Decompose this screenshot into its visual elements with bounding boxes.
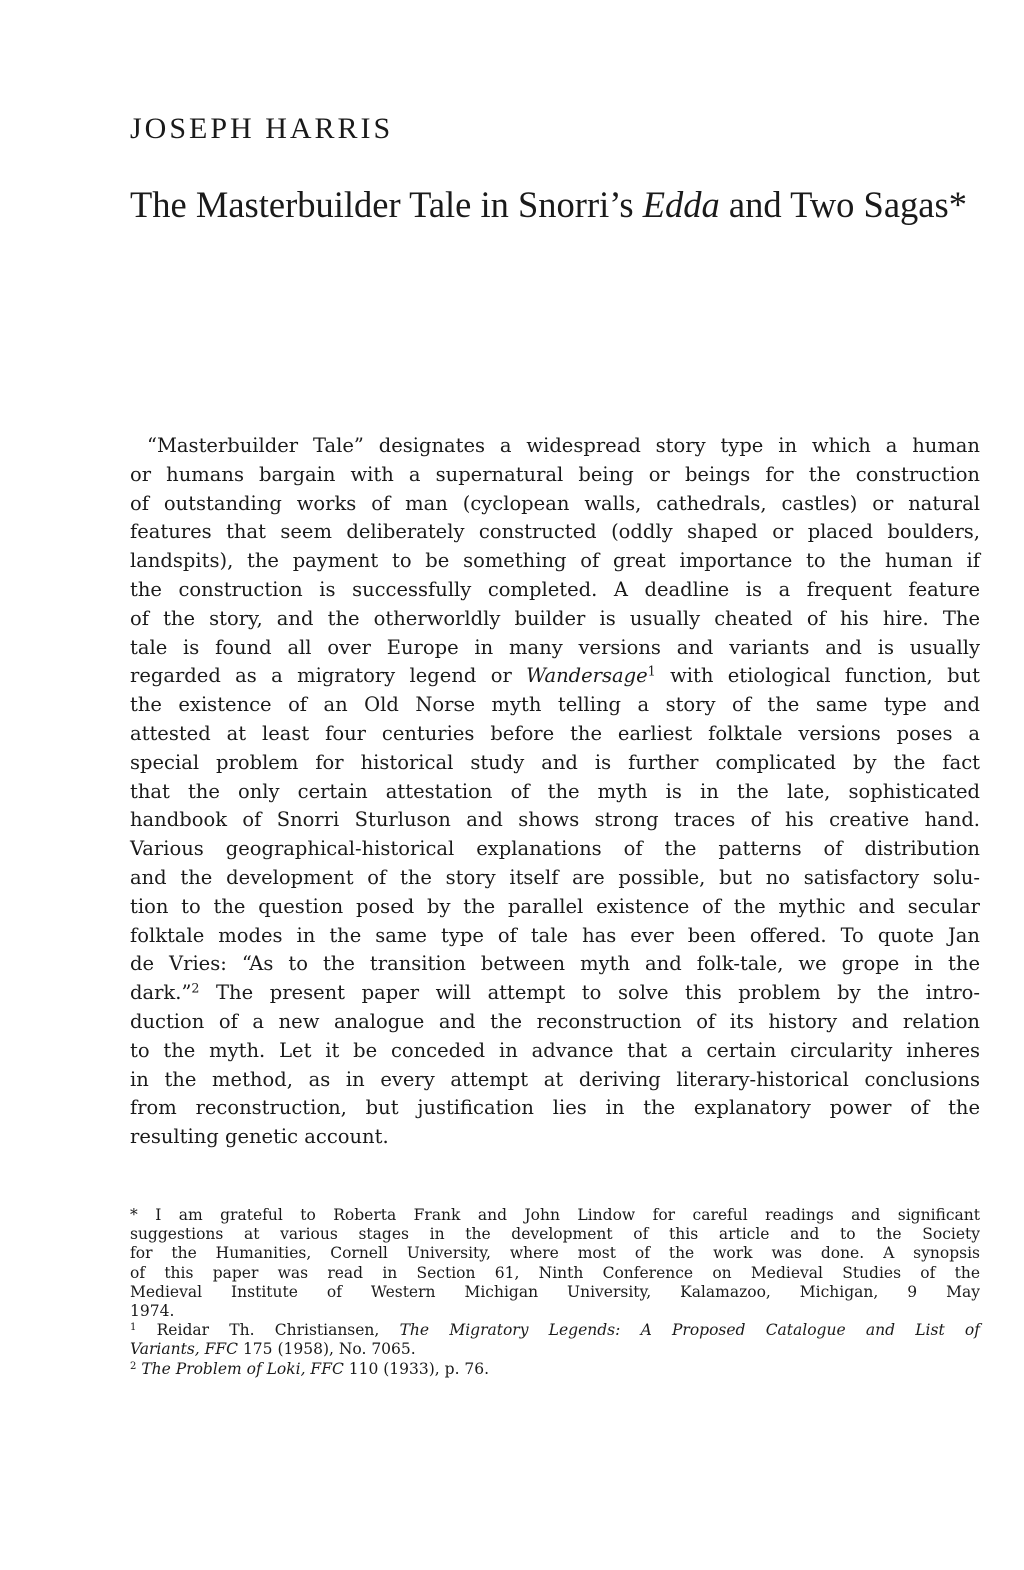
footnote-1 <box>130 1321 980 1340</box>
text-line: tale is found all over Europe in many versions and variants and is usually <box>130 635 980 659</box>
text-line: of the story, and the otherworldly builder is usually cheated of his hire. The <box>130 606 980 630</box>
text-line: or humans bargain with a supernatural being or beings for the construction <box>130 462 980 486</box>
text-segment: with etiological function, but <box>655 664 980 688</box>
text-segment: regarded as a migratory legend or <box>130 664 527 688</box>
title-text-end: and Two Sagas* <box>719 184 967 225</box>
text-line: landspits), the payment to be something of great importance to the human if <box>130 549 980 573</box>
text-line: attested at least four centuries before the earliest folktale versions poses a <box>130 721 980 745</box>
text-line: resulting genetic account. <box>130 1125 389 1149</box>
text-segment: The present paper will attempt to solve this problem by the intro- <box>199 981 980 1005</box>
footnote-text: Reidar Th. Christiansen, <box>136 1321 400 1340</box>
text-line: de Vries: “As to the transition between myth and folk-tale, we grope in the <box>130 952 980 976</box>
text-line: special problem for historical study and is further complicated by the fact <box>130 750 980 774</box>
text-line: the construction is successfully completed. A deadline is a frequent feature <box>130 577 980 601</box>
footnote-text: 175 (1958), No. 7065. <box>238 1340 416 1359</box>
footnote-line: Medieval Institute of Western Michigan University, Kalamazoo, Michigan, 9 May <box>130 1282 980 1301</box>
text-line: in the method, as in every attempt at deriving literary-historical conclusions <box>130 1067 980 1091</box>
footnote-1-mark: 1 <box>130 1322 137 1334</box>
text-line: features that seem deliberately constructed (oddly shaped or placed boulders, <box>130 520 980 544</box>
title-italic: Edda <box>642 184 720 225</box>
text-line: of outstanding works of man (cyclopean walls, cathedrals, castles) or natural <box>130 491 980 515</box>
text-line: tion to the question posed by the parallel existence of the mythic and secular <box>130 894 980 918</box>
text-line: duction of a new analogue and the reconstruction of its history and relation <box>130 1009 980 1033</box>
article-page <box>130 0 980 1570</box>
footnote-2-mark: 2 <box>130 1360 137 1372</box>
text-line: the existence of an Old Norse myth telling a story of the same type and <box>130 693 980 717</box>
article-title <box>130 183 967 226</box>
footnote-ref-2[interactable]: 2 <box>191 980 200 996</box>
body-paragraph <box>130 432 980 1152</box>
text-segment: dark.” <box>130 981 192 1005</box>
footnote-1-cont <box>130 1340 980 1359</box>
text-line <box>130 662 980 691</box>
footnote-star: * I am grateful to Roberta Frank and John Lindow for careful readings and significant <box>130 1206 980 1224</box>
footnote-ref-1[interactable]: 1 <box>647 664 656 680</box>
footnote-italic: The Migratory Legends: A Proposed Catalogue and List of <box>399 1321 980 1340</box>
footnotes-section <box>130 1206 980 1379</box>
footnote-line: suggestions at various stages in the development of this article and to the Society <box>130 1225 980 1244</box>
text-line: that the only certain attestation of the myth is in the late, sophisticated <box>130 779 980 803</box>
footnote-italic: The Problem of Loki, FFC <box>141 1359 344 1378</box>
title-text: The Masterbuilder Tale in Snorri’s <box>130 184 643 225</box>
text-line: “Masterbuilder Tale” designates a widespread story type in which a human <box>147 434 980 457</box>
text-line: to the myth. Let it be conceded in advance that a certain circularity inheres <box>130 1038 980 1062</box>
footnote-line: 1974. <box>130 1301 175 1320</box>
text-line: folktale modes in the same type of tale has ever been offered. To quote Jan <box>130 923 980 947</box>
text-line: Various geographical-historical explanations of the patterns of distribution <box>130 837 980 861</box>
footnote-2 <box>130 1360 980 1379</box>
text-line <box>130 979 980 1008</box>
text-line: handbook of Snorri Sturluson and shows strong traces of his creative hand. <box>130 808 980 832</box>
italic-term: Wandersage <box>526 664 648 688</box>
text-line: and the development of the story itself are possible, but no satisfactory solu- <box>130 865 980 889</box>
footnote-line: for the Humanities, Cornell University, where most of the work was done. A synopsis <box>130 1244 980 1263</box>
author-name: JOSEPH HARRIS <box>130 112 394 145</box>
footnote-line: of this paper was read in Section 61, Ninth Conference on Medieval Studies of the <box>130 1263 980 1282</box>
footnote-italic: Variants, FFC <box>130 1340 239 1359</box>
text-line: from reconstruction, but justification lies in the explanatory power of the <box>130 1096 980 1120</box>
footnote-text: 110 (1933), p. 76. <box>343 1359 490 1378</box>
